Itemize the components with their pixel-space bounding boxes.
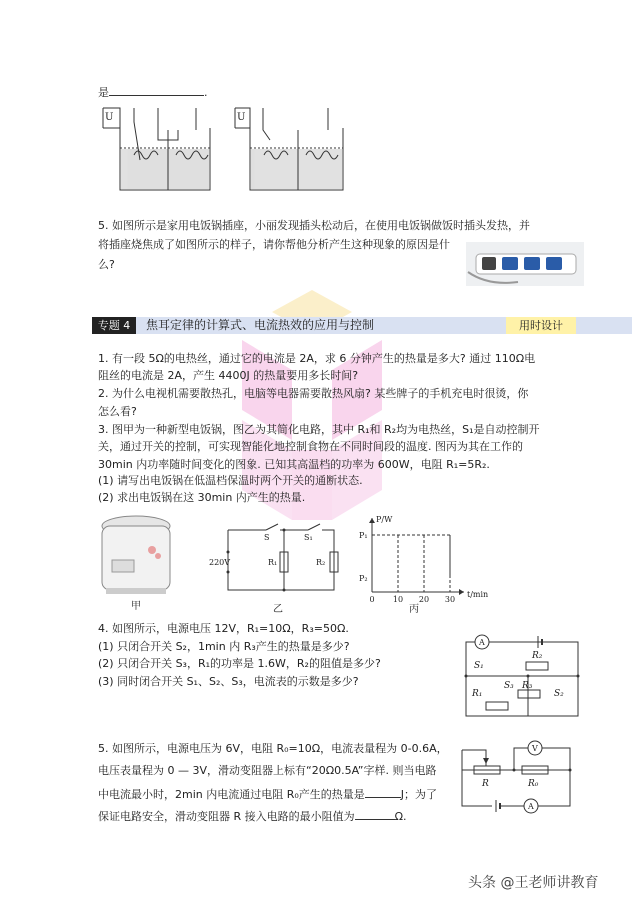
line-prefix: 是 <box>98 86 109 99</box>
q5-r: R <box>482 779 489 789</box>
q4-s3: S₃ <box>504 681 514 691</box>
circuit-yi-figure <box>208 520 348 616</box>
label-r1: R₁ <box>268 558 278 567</box>
tick-0: 0 <box>369 595 375 604</box>
caption-jia: 甲 <box>131 601 141 610</box>
label-s: S <box>264 533 270 542</box>
q4-r3: R₃ <box>522 681 533 691</box>
q3-line1: 3. 图甲为一种新型电饭锅，图乙为其简化电路，其中 R₁和 R₂均为电热丝，S₁是自动控制开 <box>98 423 540 436</box>
q4-r2: R₂ <box>532 651 543 661</box>
q5-top-line2: 将插座烧焦成了如图所示的样子，请你帮他分析产生这种现象的原因是什 <box>98 238 450 251</box>
q3-line2: 关，通过开关的控制，可实现智能化地控制食物在不同时间段的温度. 图丙为其在工作的 <box>98 440 523 453</box>
voltmeter-v: V <box>532 744 538 753</box>
tick-10: 10 <box>392 595 404 604</box>
q4-line1: 4. 如图所示，电源电压 12V，R₁=10Ω，R₃=50Ω. <box>98 622 349 635</box>
q5-top-line1: 5. 如图所示是家用电饭锅插座，小丽发现插头松动后，在使用电饭锅做饭时插头发热，并 <box>98 219 530 232</box>
ammeter-a: A <box>479 638 485 647</box>
q3-line3: 30min 内功率随时间变化的图象. 已知其高温档的功率为 600W，电阻 R₁=5R₂. <box>98 458 490 471</box>
q4-s1: S₁ <box>474 661 484 671</box>
tick-30: 30 <box>444 595 456 604</box>
q2-line2: 怎么看? <box>98 405 137 418</box>
q4-sub3: (3) 同时闭合开关 S₁、S₂、S₃，电流表的示数是多少? <box>98 675 359 688</box>
q4-circuit <box>456 628 586 720</box>
caption-bing: 丙 <box>409 604 419 614</box>
q5-line1: 5. 如图所示，电源电压为 6V，电阻 R₀=10Ω，电流表量程为 0-0.6A， <box>98 742 448 755</box>
q1-line2: 阻丝的电流是 2A，产生 4400J 的热量要用多长时间? <box>98 369 359 382</box>
q5-line3-end: J；为了 <box>400 788 438 801</box>
q5-line4 <box>98 808 407 824</box>
q5-line2: 电压表量程为 0 — 3V，滑动变阻器上标有“20Ω0.5A”字样. 则当电路 <box>98 764 437 777</box>
q5-resistance-blank <box>355 808 395 820</box>
q4-sub1: (1) 只闭合开关 S₂，1min 内 R₃产生的热量是多少? <box>98 640 350 653</box>
q4-sub2: (2) 只闭合开关 S₃，R₁的功率是 1.6W，R₂的阻值是多少? <box>98 657 381 670</box>
q5-heat-blank <box>365 786 401 798</box>
beaker-figures <box>98 100 358 195</box>
answer-line <box>98 84 208 100</box>
rice-cooker-figure <box>96 510 176 610</box>
q5-line4-end: Ω. <box>394 810 407 823</box>
q5-line3 <box>98 786 437 802</box>
q1-line1: 1. 有一段 5Ω的电热丝，通过它的电流是 2A，求 6 分钟产生的热量是多大? 通过 110Ω电 <box>98 352 536 365</box>
tick-20: 20 <box>418 595 430 604</box>
power-time-chart <box>354 510 494 614</box>
answer-blank <box>109 84 204 96</box>
power-step-line <box>372 535 450 578</box>
watermark-text: 头条 @王老师讲教育 <box>468 875 599 891</box>
tick-p1: P₁ <box>359 531 368 540</box>
q3-sub1: (1) 请写出电饭锅在低温档保温时两个开关的通断状态. <box>98 474 363 487</box>
q5-ammeter-a: A <box>528 802 534 811</box>
q3-sub2: (2) 求出电饭锅在这 30min 内产生的热量. <box>98 491 306 504</box>
label-220v: 220V <box>209 558 231 567</box>
q4-r1: R₁ <box>472 689 483 699</box>
x-label: t/min <box>467 590 489 599</box>
q5-r0: R₀ <box>528 779 539 789</box>
section-tag: 专题 4 <box>92 317 136 334</box>
q4-s2: S₂ <box>554 689 564 699</box>
power-strip-photo <box>466 242 584 286</box>
label-r2: R₂ <box>316 558 326 567</box>
q5-line4-text: 保证电路安全，滑动变阻器 R 接入电路的最小阻值为 <box>98 810 355 823</box>
fig-label-u2: U <box>237 112 246 123</box>
tick-p2: P₂ <box>359 574 368 583</box>
time-design-box: 用时设计 <box>506 317 576 334</box>
line-suffix: . <box>204 86 208 99</box>
q5-line3-text: 中电流最小时，2min 内电流通过电阻 R₀产生的热量是 <box>98 788 365 801</box>
y-label: P/W <box>376 515 393 524</box>
fig-label-u1: U <box>105 112 114 123</box>
q5-circuit <box>452 736 582 816</box>
q5-top-line3: 么? <box>98 258 115 271</box>
section-title: 焦耳定律的计算式、电流热效的应用与控制 <box>146 318 375 332</box>
power-series <box>372 535 450 592</box>
caption-yi: 乙 <box>273 604 283 615</box>
q2-line1: 2. 为什么电视机需要散热孔，电脑等电器需要散热风扇? 某些牌子的手机充电时很烫，你 <box>98 387 529 400</box>
label-s1: S₁ <box>304 533 313 542</box>
